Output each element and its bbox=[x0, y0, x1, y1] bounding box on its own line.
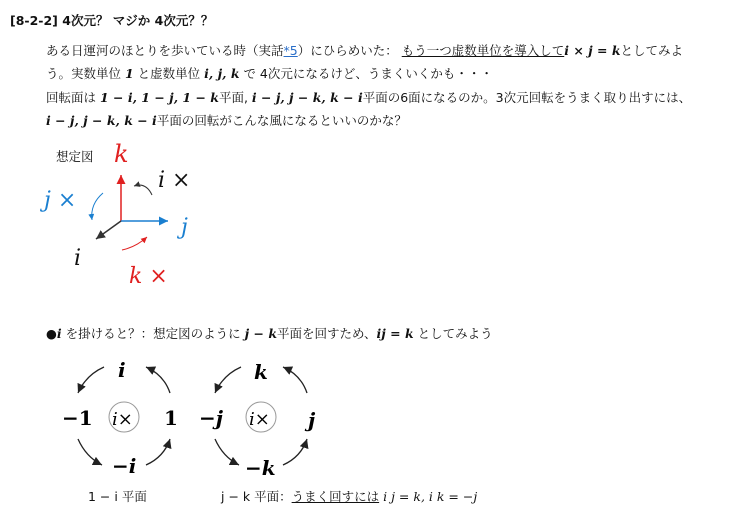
math: i bbox=[56, 326, 62, 341]
arrow-bottom-right bbox=[283, 439, 307, 465]
underlined-text: もう一つ虚数単位を導入して bbox=[401, 43, 565, 58]
i-rotation-arrow bbox=[134, 185, 152, 195]
math: 1 − i, 1 − j, 1 − k bbox=[99, 90, 219, 105]
i-label: i bbox=[74, 246, 82, 271]
text: ）にひらめいた： bbox=[297, 43, 398, 58]
center-label: i× bbox=[249, 409, 270, 430]
section-heading: [8-2-2] 4次元？ マジか 4次元？？ bbox=[10, 13, 214, 28]
arrow-top-left bbox=[78, 367, 104, 393]
right-label: 1 bbox=[164, 406, 178, 430]
math: ij = k bbox=[376, 326, 414, 341]
math: j − k bbox=[244, 326, 277, 341]
rotation-diagrams bbox=[40, 355, 360, 485]
axes-figure bbox=[0, 135, 240, 295]
text: としてみよう bbox=[413, 326, 493, 341]
bullet: ● bbox=[46, 326, 57, 341]
left-label: −j bbox=[199, 406, 223, 430]
text: j − k 平面： bbox=[221, 489, 292, 504]
plane-1-i-diagram bbox=[62, 358, 178, 478]
j-label: j bbox=[181, 215, 188, 240]
text: 平面, bbox=[218, 90, 252, 105]
arrow-bottom-left bbox=[215, 439, 239, 465]
top-label: i bbox=[118, 358, 126, 382]
paragraph-line-4 bbox=[46, 113, 407, 129]
arrow-bottom-right bbox=[146, 439, 170, 465]
text: を掛けると？：想定図のように bbox=[61, 326, 245, 341]
i-axis bbox=[96, 221, 121, 239]
j-cross-label: j × bbox=[44, 188, 77, 213]
math: i j = k, i k = −j bbox=[379, 489, 478, 504]
paragraph-line-3 bbox=[46, 90, 691, 106]
right-label: j bbox=[308, 408, 316, 432]
footnote-link[interactable]: *5 bbox=[283, 43, 298, 58]
section2-line bbox=[46, 326, 493, 342]
arrow-top-right bbox=[146, 367, 170, 393]
text: 平面の6面になるのか。3次元回転をうまく取り出すには、 bbox=[362, 90, 692, 105]
plane-j-k-caption bbox=[221, 487, 477, 505]
k-label: k bbox=[114, 140, 129, 168]
center-label: i× bbox=[112, 409, 133, 430]
paragraph-line-2 bbox=[46, 66, 493, 82]
top-label: k bbox=[254, 360, 268, 384]
plane-1-i-caption: 1 − i 平面 bbox=[88, 489, 147, 504]
text: う。実数単位 bbox=[46, 66, 125, 81]
left-label: −1 bbox=[62, 406, 93, 430]
text: で 4次元になるけど、うまくいくかも・・・ bbox=[239, 66, 493, 81]
j-rotation-arrow bbox=[92, 193, 103, 220]
plane-j-k-diagram bbox=[199, 360, 316, 480]
text: と虚数単位 bbox=[133, 66, 205, 81]
math: 1 bbox=[124, 66, 134, 81]
text: 回転面は bbox=[46, 90, 100, 105]
arrow-bottom-left bbox=[78, 439, 102, 465]
i-cross-label: i × bbox=[158, 168, 191, 193]
text: 平面の回転がこんな風になるといいのかな？ bbox=[156, 113, 407, 128]
k-cross-label: k × bbox=[129, 264, 168, 289]
bottom-label: −k bbox=[245, 456, 276, 480]
paragraph-line-1 bbox=[46, 43, 683, 59]
math: i − j, j − k, k − i bbox=[251, 90, 363, 105]
arrow-top-right bbox=[283, 367, 307, 393]
arrow-top-left bbox=[215, 367, 241, 393]
math: i, j, k bbox=[204, 66, 240, 81]
math: i − j, j − k, k − i bbox=[46, 113, 157, 128]
math: i × j = k bbox=[564, 43, 621, 58]
underlined-text: うまく回すには bbox=[291, 489, 380, 504]
bottom-label: −i bbox=[112, 454, 137, 478]
figure-caption: 想定図 bbox=[56, 149, 94, 164]
text: 平面を回すため、 bbox=[277, 326, 377, 341]
text: ある日運河のほとりを歩いている時（実話 bbox=[46, 43, 284, 58]
text: としてみよ bbox=[620, 43, 684, 58]
k-rotation-arrow bbox=[122, 237, 147, 250]
